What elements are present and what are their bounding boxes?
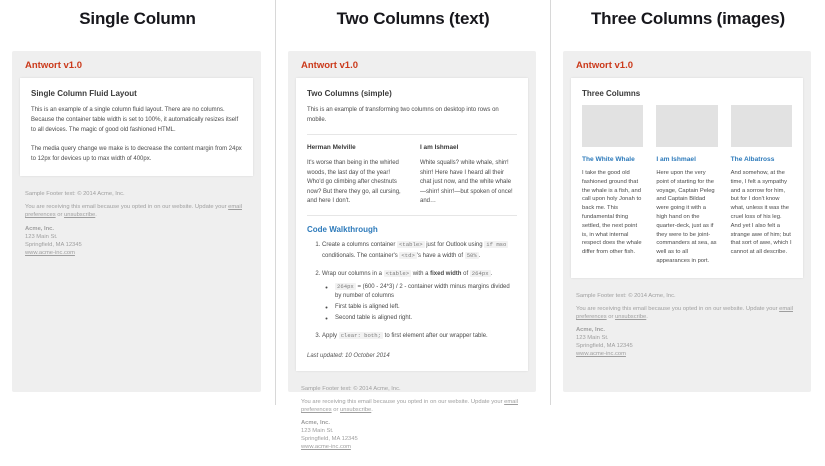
unsubscribe-link[interactable]: unsubscribe [64,212,96,219]
footer-sample-text: Sample Footer text: © 2014 Acme, Inc. [576,292,676,299]
image-placeholder-row [582,105,792,147]
footer-receiving-text [25,203,248,219]
text-part: with a [411,271,431,278]
company-website-link[interactable]: www.acme-inc.com [301,444,351,451]
company-address-line2: Springfield, MA 12345 [576,343,633,350]
footer-receiving-text [301,398,523,414]
footer-text: . [371,407,373,414]
column-heading: Herman Melville [307,144,356,151]
column-left [307,142,404,207]
text-part: Apply [322,333,339,340]
text-part: . [490,271,493,278]
section-single-column [0,0,275,405]
company-address-line1: 123 Main St. [25,233,58,240]
email-preferences-link[interactable]: email preferences [25,204,242,219]
text-part: just for Outlook using [424,241,485,248]
sub-item: ◦ First table is aligned left. [335,303,517,313]
email-content-card [571,78,803,278]
company-address-line1: 123 Main St. [301,428,334,435]
email-preview-single-column [12,51,261,392]
company-address-line2: Springfield, MA 12345 [25,241,82,248]
section-two-columns [275,0,550,451]
inline-code: clear: both; [340,332,381,340]
text-part: Create a columns container [322,241,398,248]
footer-receiving-text [576,305,798,321]
column-heading: I am Ishmael [420,144,459,151]
walkthrough-sublist [322,282,517,323]
inline-code: <table> [385,270,410,278]
footer-sample-text: Sample Footer text: © 2014 Acme, Inc. [25,191,125,197]
inline-code: <table> [399,240,423,248]
inline-code: 50% [466,251,477,259]
inline-code: 264px [337,282,354,290]
column-heading: The White Whale [582,156,635,163]
content-heading: Two Columns (simple) [307,89,392,98]
bold-text: fixed width [430,271,462,278]
image-placeholder [731,105,792,147]
column-heading: I am Ishmael [656,156,696,163]
column-text: It's worse than being in the whirled woods, the last day of the year! Who'd go climbing after chestnuts now? But there they go, all cursing, and here I don't. [307,160,401,205]
column-text: White squalls? white whale, shirr! shirr! Here have I heard all their chat just now, and the white whale—shirr! shirr!—but spoken of once! and… [420,160,513,205]
email-preferences-link[interactable]: email preferences [576,305,793,321]
divider [307,134,517,135]
unsubscribe-link[interactable]: unsubscribe [615,314,647,321]
column-text: Here upon the very point of starting for the voyage, Captain Peleg and Captain Bildad were going it with a high hand on the quarter-deck, just as if they were to be joint-commanders at sea, as well as to all appearances in port. [656,170,717,264]
company-address-line2: Springfield, MA 12345 [301,436,358,443]
footer-text: or [55,212,65,219]
code-walkthrough-heading: Code Walkthrough [307,224,378,234]
company-name: Acme, Inc. [25,225,54,232]
company-name: Acme, Inc. [576,327,605,334]
last-updated-text: Last updated: 10 October 2014 [307,352,390,359]
email-content-card [296,78,528,371]
email-preferences-link[interactable]: email preferences [301,398,518,414]
inline-code: 264px [471,270,489,278]
walkthrough-list [307,240,517,342]
image-placeholder [582,105,643,147]
email-content-card [20,78,253,176]
text-part: to first element after our wrapper table. [382,333,488,340]
column-heading: The Albatross [730,156,775,163]
email-footer [12,176,261,272]
text-part: . [478,252,481,259]
email-brand-heading: Antwort v1.0 [25,60,83,71]
footer-company-block [301,419,523,451]
company-address-line1: 123 Main St. [576,335,609,342]
image-placeholder [656,105,717,147]
company-website-link[interactable]: www.acme-inc.com [576,351,626,358]
company-name: Acme, Inc. [301,420,330,427]
footer-text: or [606,314,616,321]
inline-code: <td> [401,251,415,259]
column-3 [731,147,792,268]
email-footer [288,371,536,466]
footer-text: . [646,314,648,321]
column-2 [656,147,717,268]
text-part: Wrap our columns in a [322,271,384,278]
footer-text: . [95,212,97,219]
footer-text: You are receiving this email because you opted in on our website. Update your [301,398,505,405]
section-three-columns [550,0,825,405]
intro-paragraph: This is an example of transforming two columns on desktop into rows on mobile. [307,107,499,123]
section-title-two-columns: Two Columns (text) [336,9,490,28]
footer-text: You are receiving this email because you opted in on our website. Update your [576,305,780,312]
sub-item [335,282,517,302]
email-brand-heading: Antwort v1.0 [301,60,359,71]
column-1 [582,147,643,268]
section-title-single-column: Single Column [79,9,196,28]
text-part: conditionals. The container's [322,252,400,259]
email-preview-two-columns [288,51,536,451]
footer-text: You are receiving this email because you opted in on our website. Update your [25,204,229,211]
footer-company-block [25,225,248,257]
inline-code: if mso [486,240,507,248]
sub-item: ◦ Second table is aligned right. [335,314,517,324]
section-title-three-columns: Three Columns (images) [591,9,785,28]
three-column-row [582,147,792,268]
footer-sample-text: Sample Footer text: © 2014 Acme, Inc. [301,385,401,392]
unsubscribe-link[interactable]: unsubscribe [340,407,372,414]
walkthrough-item-3 [322,331,517,342]
text-part: of [461,271,470,278]
content-heading: Three Columns [582,89,641,98]
content-heading: Single Column Fluid Layout [31,89,137,98]
column-text: And somehow, at the time, I felt a sympathy and a sorrow for him, but for I don't know what, unless it was the cruel loss of his leg. And yet I also felt a strange awe of him; but that sort of awe, which I cannot at all describe. [730,170,792,256]
footer-text: or [331,407,341,414]
email-brand-heading: Antwort v1.0 [576,60,634,71]
paragraph: The media query change we make is to decrease the content margin from 24px to 12px for devices up to max width of 400px. [31,146,242,162]
column-right [420,142,517,207]
email-preview-three-columns [563,51,811,392]
email-footer [563,278,811,374]
company-website-link[interactable]: www.acme-inc.com [25,249,75,256]
column-text: I take the good old fashioned ground that the whale is a fish, and call upon holy Jonah to back me. This fundamental thing settled, the next point is, in what internal respect does the whale differ from other fish. [582,170,642,256]
text-part: = (600 - 24*3) / 2 - container width minus margins divided by number of columns [335,283,510,300]
paragraph: This is an example of a single column fluid layout. There are no columns. Because the container table width is set to 100%, it automatically resizes itself to all devices. The magic of good old fashioned HTML. [31,107,239,133]
two-column-row [307,142,517,207]
divider [307,215,517,216]
text-part: 's have a width of [416,252,465,259]
walkthrough-item-2 [322,269,517,323]
walkthrough-item-1 [322,240,517,261]
footer-company-block [576,326,798,358]
